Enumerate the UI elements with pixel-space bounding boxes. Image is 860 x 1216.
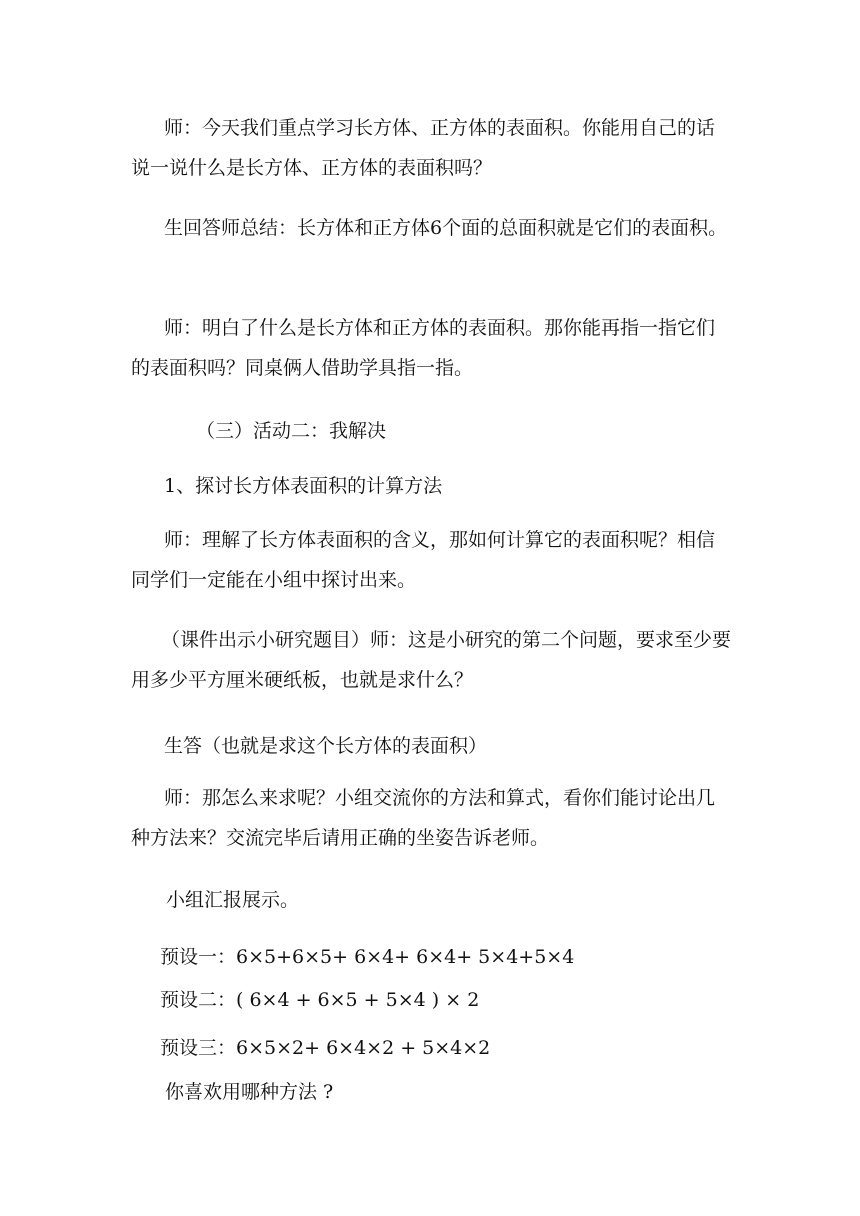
section-heading-activity-two: （三）活动二：我解决: [196, 420, 387, 442]
question-which-method: 你喜欢用哪种方法 ?: [165, 1081, 334, 1103]
paragraph-teacher-intro: 师：今天我们重点学习长方体、正方体的表面积。你能用自己的话说一说什么是长方体、正方体的表面积吗？: [131, 117, 716, 179]
paragraph-teacher-explore: 师：理解了长方体表面积的含义，那如何计算它的表面积呢？相信同学们一定能在小组中探讨出来。: [131, 529, 716, 591]
paragraph-courseware-question: （课件出示小研究题目）师：这是小研究的第二个问题，要求至少要用多少平方厘米硬纸板，也就是求什么？: [131, 629, 732, 691]
group-report: 小组汇报展示。: [166, 889, 300, 911]
preset-one: 预设一：6×5+6×5+ 6×4+ 6×4+ 5×4+5×4: [160, 946, 575, 968]
paragraph-teacher-how: 师：那怎么来求呢？小组交流你的方法和算式，看你们能讨论出几种方法来？交流完毕后请用正确的坐姿告诉老师。: [131, 787, 716, 849]
preset-two: 预设二：( 6×4 + 6×5 + 5×4 ) × 2: [160, 989, 480, 1011]
paragraph-teacher-point: 师：明白了什么是长方体和正方体的表面积。那你能再指一指它们的表面积吗？同桌俩人借助学具指一指。: [131, 317, 716, 379]
subheading-explore-method: 1、探讨长方体表面积的计算方法: [164, 475, 443, 497]
preset-three: 预设三：6×5×2+ 6×4×2 + 5×4×2: [160, 1037, 491, 1059]
paragraph-student-answer: 生答（也就是求这个长方体的表面积）: [164, 735, 488, 757]
paragraph-student-summary: 生回答师总结：长方体和正方体6个面的总面积就是它们的表面积。: [164, 217, 728, 239]
